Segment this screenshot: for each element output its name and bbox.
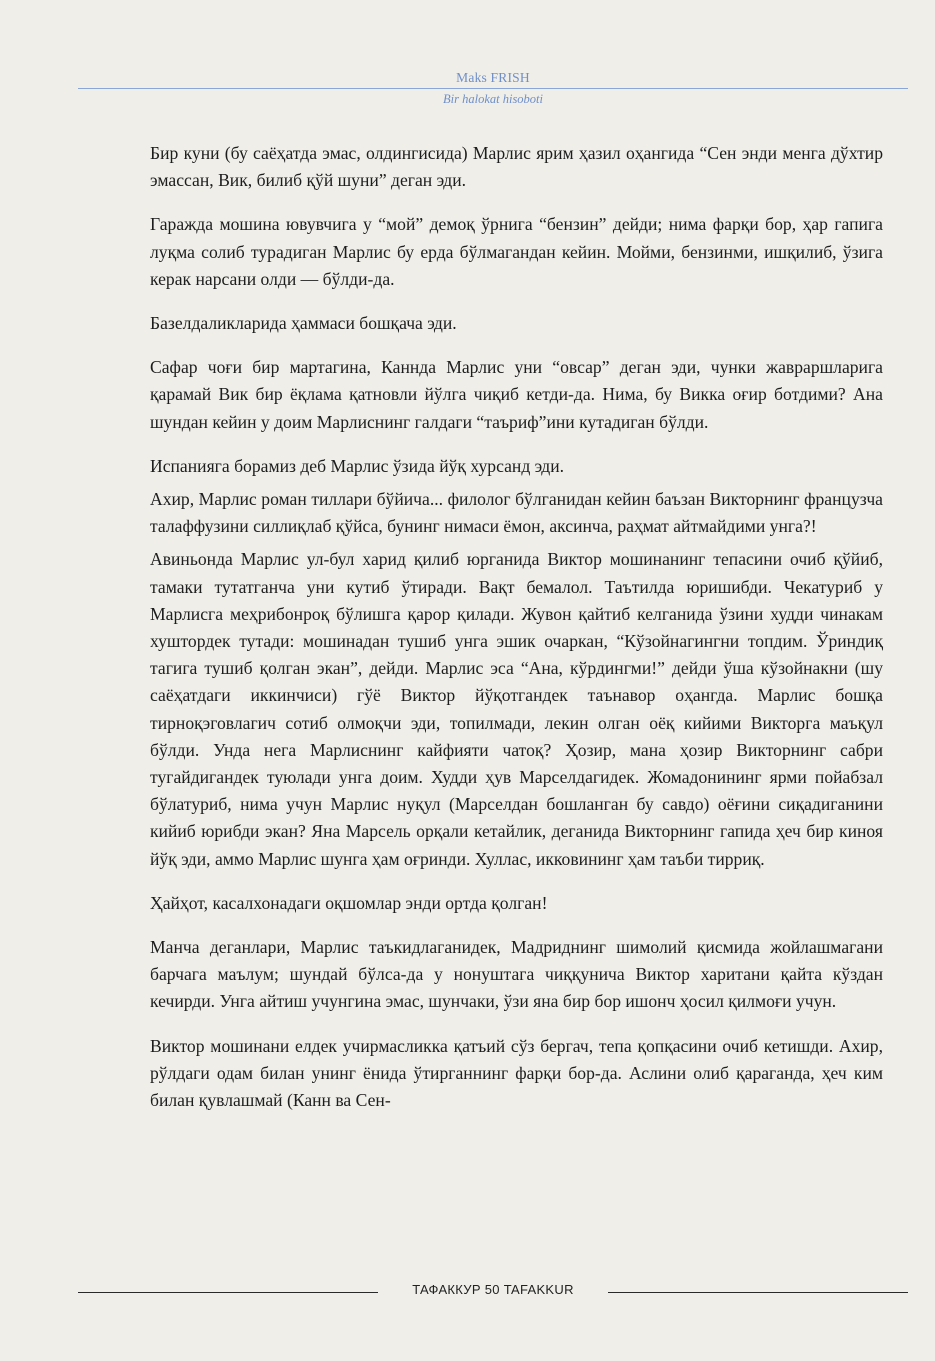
paragraph: Гаражда мошина ювувчига у “мой” демоқ ўрнига “бензин” дейди; нима фарқи бор, ҳар гапига луқма солиб турадиган Марлис бу ерда бўлмагандан кейин. Мойми, бензинми, ишқилиб, ўзига керак нарсани олди — бўлди-да. [150, 214, 883, 289]
paragraph: Манча деганлари, Марлис таъкидлаганидек, Мадриднинг шимолий қисмида жойлашмагани барчага маълум; шундай бўлса-да у нонуштага чиққунича Виктор харитани қайта кўздан кечирди. Унга айтиш учунгина эмас, шунчаки, ўзи яна бир бор ишонч ҳосил қилмоғи учун. [150, 937, 883, 1012]
footer-rule-right [608, 1292, 908, 1293]
paragraph: Авиньонда Марлис ул-бул харид қилиб юрганида Виктор мошинанинг тепасини очиб қўйиб, тамаки тутатганча уни кутиб ўтиради. Вақт бемалол. Таътилда юришибди. Чекатуриб у Марлисга меҳрибонроқ бўлишга қарор қилади. Жувон қайтиб келганида ўзини худди чинакам хуштордек тутади: мошинадан тушиб унга эшик очаркан, “Кўзойнагингни топдим. Ўриндиқ тагига тушиб қолган экан”, дейди. Марлис эса “Ана, кўрдингми!” дейди ўша кўзойнакни (шу саёҳатдаги иккинчиси) гўё Виктор йўқотгандек таънавор оҳангда. Марлис бошқа тирноқэговлагич сотиб олмоқчи эди, топилмади, лекин олган оёқ кийими Викторга маъқул бўлди. Унда нега Марлиснинг кайфияти чатоқ? Ҳозир, мана ҳозир Викторнинг сабри тугайдигандек туюлади унга доим. Худди ҳув Марселдагидек. Жомадонининг ярми пойабзал бўлатуриб, нима учун Марлис нуқул (Марселдан бошланган бу савдо) оёғини сиқадиганини кийиб юрибди экан? Яна Марсель орқали кетайлик, деганида Викторнинг гапида ҳеч бир киноя йўқ эди, аммо Марлис шунга ҳам оғринди. Хуллас, икковининг ҳам таъби тирриқ. [150, 549, 883, 869]
paragraph: Базелдаликларида ҳаммаси бошқача эди. [150, 313, 457, 334]
header-rule [78, 88, 908, 89]
paragraph: Ахир, Марлис роман тиллари бўйича... филолог бўлганидан кейин баъзан Викторнинг французча талаффузини силлиқлаб қўйса, бунинг нимаси ёмон, аксинча, раҳмат айтмайдими унга?! [150, 489, 883, 537]
paragraph: Испанияга борамиз деб Марлис ўзида йўқ хурсанд эди. [150, 455, 565, 476]
paragraph: Ҳайҳот, касалхонадаги оқшомлар энди ортда қолган! [150, 892, 548, 913]
header-author: Maks FRISH [456, 70, 530, 85]
header-subtitle: Bir halokat hisoboti [443, 92, 543, 106]
footer-rule-left [78, 1292, 378, 1293]
paragraph: Виктор мошинани елдек учирмасликка қатъий сўз бергач, тепа қопқасини очиб кетишди. Ахир, рўлдаги одам билан унинг ёнида ўтирганнинг фарқи бор-да. Аслини олиб қараганда, ҳеч ким билан қувлашмай (Канн ва Сен- [150, 1035, 883, 1111]
paragraph: Бир куни (бу саёҳатда эмас, олдингисида) Марлис ярим ҳазил оҳангида “Сен энди менга дўхтир эмассан, Вик, билиб қўй шуни” деган эди. [150, 143, 883, 191]
running-header [78, 68, 908, 112]
footer-label: ТАФАККУР 50 TAFAKKUR [412, 1282, 574, 1297]
paragraph: Сафар чоғи бир мартагина, Каннда Марлис уни “овсар” деган эди, чунки жавраршларига қарамай Вик бир ёқлама қатновли йўлга чиқиб кетди-да. Нима, бу Викка оғир ботдими? Ана шундан кейин у доим Марлиснинг галдаги “таъриф”ини кутадиган бўлди. [150, 357, 883, 432]
page-body [150, 140, 883, 1131]
page-footer [78, 1282, 908, 1302]
